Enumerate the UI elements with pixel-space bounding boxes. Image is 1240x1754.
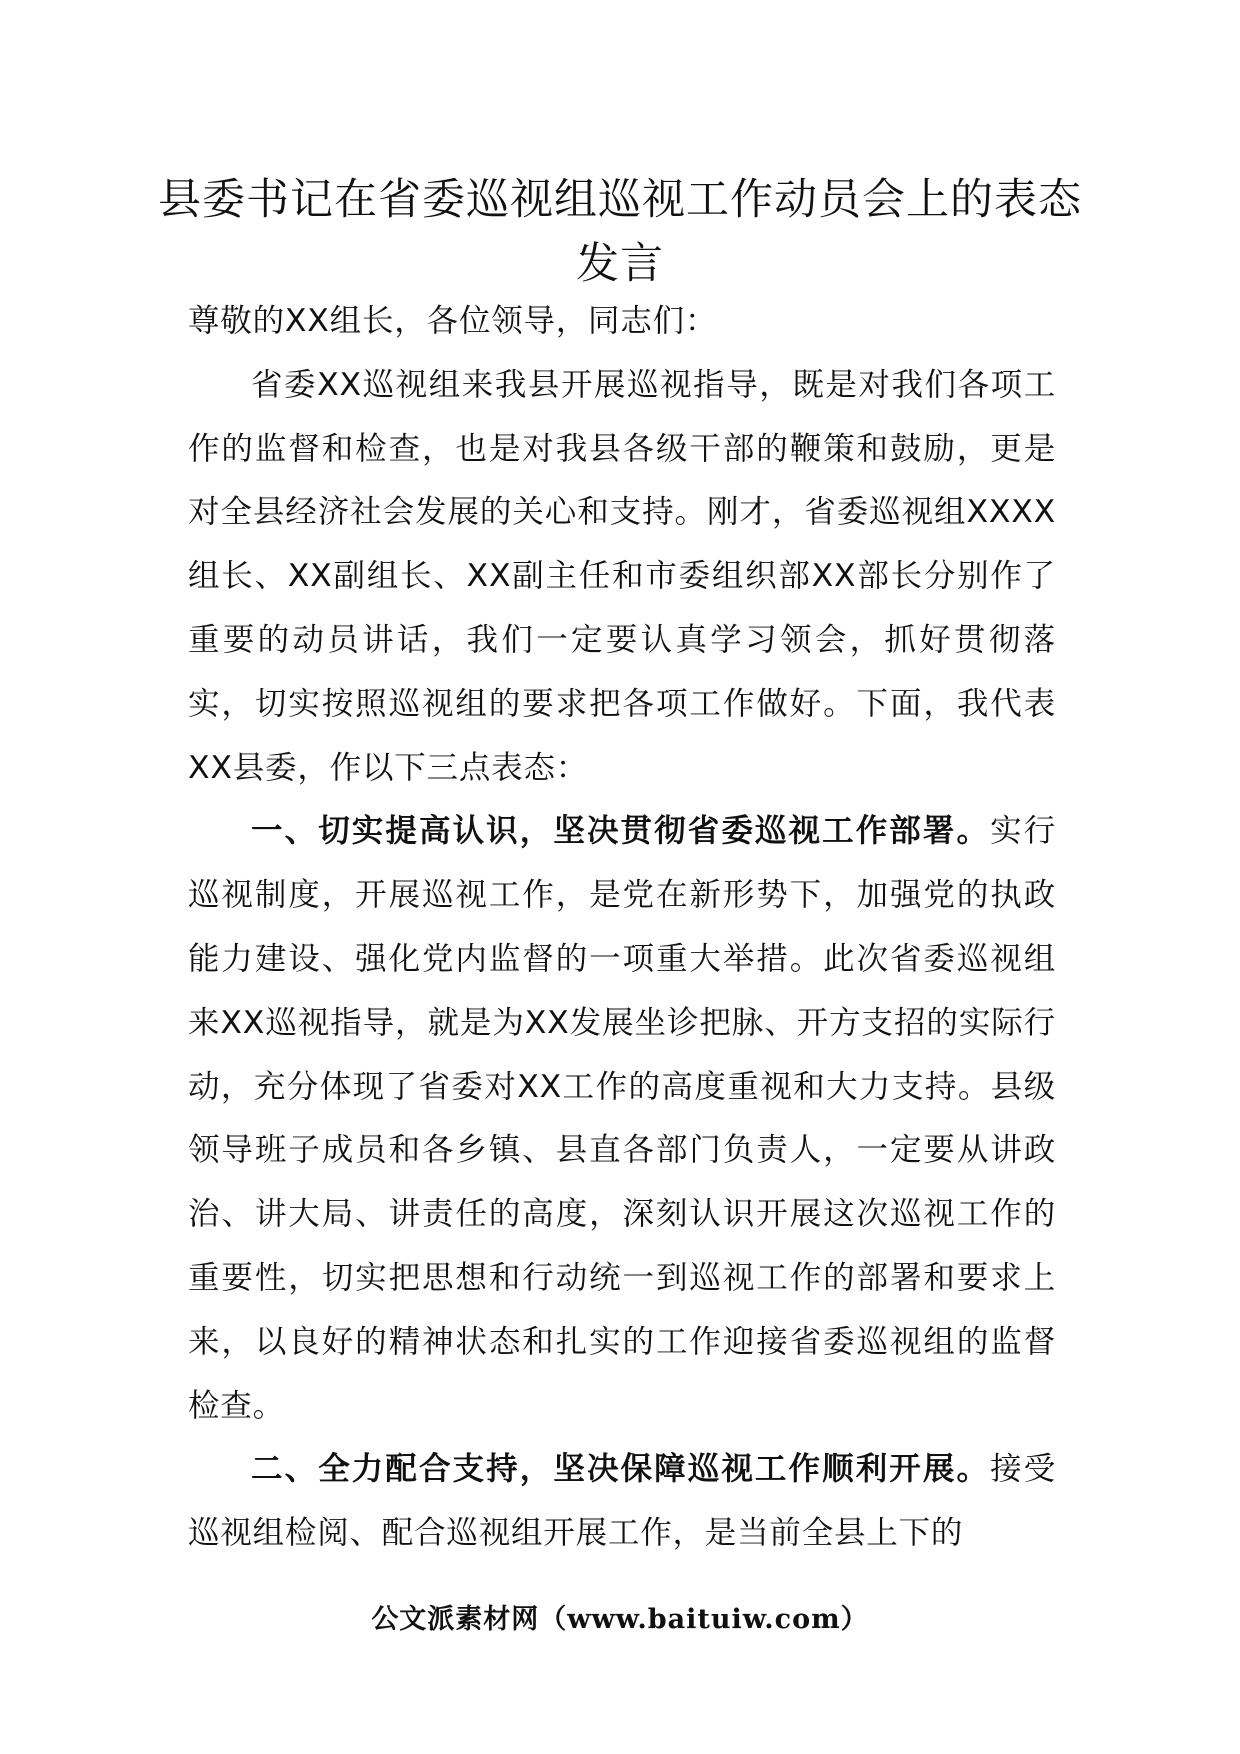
section-1-heading: 一、切实提高认识，坚决贯彻省委巡视工作部署。 [251, 813, 991, 850]
section-2-heading: 二、全力配合支持，坚决保障巡视工作顺利开展。 [251, 1451, 991, 1488]
paragraph-intro: 省委XX巡视组来我县开展巡视指导，既是对我们各项工作的监督和检查，也是对我县各级干部的鞭策和鼓励，更是对全县经济社会发展的关心和支持。刚才，省委巡视组XXXX组长、XX副组长、XX副主任和市委组织部XX部长分别作了重要的动员讲话，我们一定要认真学习领会，抓好贯彻落实，切实按照巡视组的要求把各项工作做好。下面，我代表XX县委，作以下三点表态： [188, 366, 1056, 786]
section-1-body: 实行巡视制度，开展巡视工作，是党在新形势下，加强党的执政能力建设、强化党内监督的一项重大举措。此次省委巡视组来XX巡视指导，就是为XX发展坐诊把脉、开方支招的实际行动，充分体现了省委对XX工作的高度重视和大力支持。县级领导班子成员和各乡镇、县直各部门负责人，一定要从讲政治、讲大局、讲责任的高度，深刻认识开展这次巡视工作的重要性，切实把思想和行动统一到巡视工作的部署和要求上来，以良好的精神状态和扎实的工作迎接省委巡视组的监督检查。 [188, 813, 1056, 1424]
section-2-paragraph [188, 1438, 1056, 1566]
footer-source: 公文派素材网（www.baituiw.com） [371, 1604, 869, 1635]
document-title: 县委书记在省委巡视组巡视工作动员会上的表态发言 [158, 175, 1082, 289]
section-2-body: 接受巡视组检阅、配合巡视组开展工作，是当前全县上下的 [188, 1451, 1056, 1552]
section-1-paragraph [188, 800, 1056, 1438]
document-body [188, 290, 1056, 1566]
salutation: 尊敬的XX组长，各位领导，同志们： [188, 303, 718, 339]
